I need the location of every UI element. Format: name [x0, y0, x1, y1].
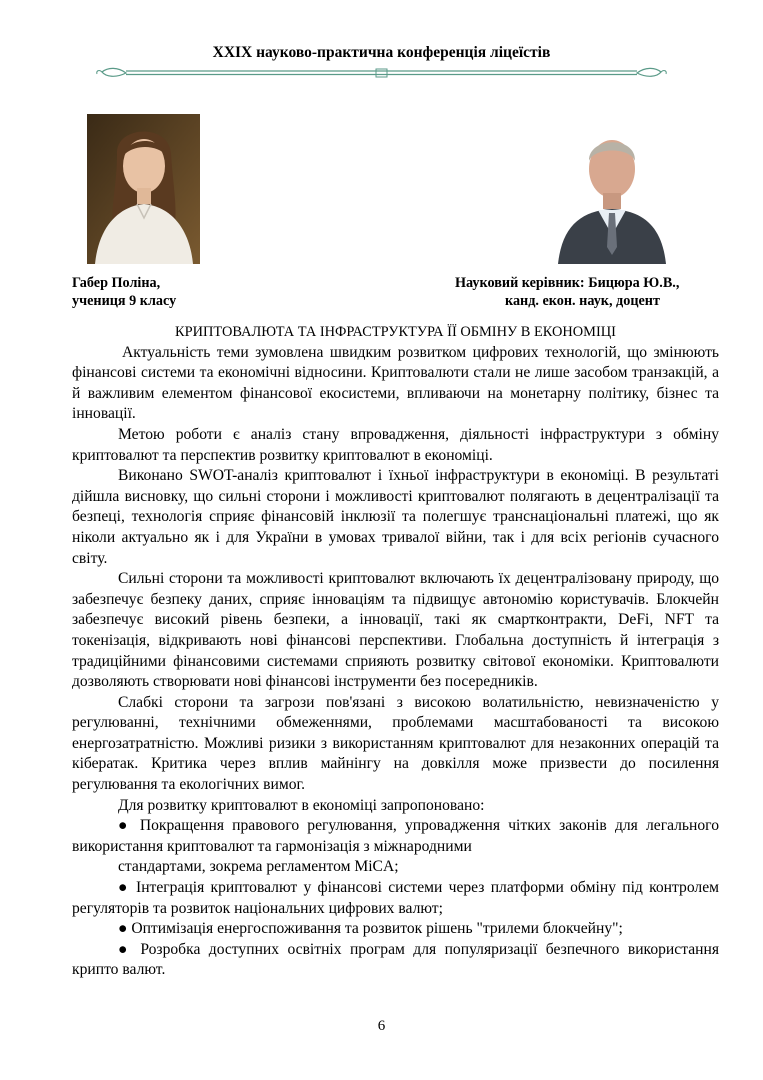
- decorative-divider: [96, 66, 667, 80]
- student-name: Габер Поліна,: [72, 275, 161, 291]
- article-title: КРИПТОВАЛЮТА ТА ІНФРАСТРУКТУРА ЇЇ ОБМІНУ В ЕКОНОМІЦІ: [175, 324, 616, 340]
- article-body: [72, 322, 719, 981]
- scientific-adviser: Науковий керівник: Бицюра Ю.В.,: [455, 275, 680, 291]
- student-photo: [87, 114, 200, 264]
- adviser-photo: [558, 117, 666, 264]
- paragraph-strengths: Сильні сторони та можливості криптовалют включають їх децентралізовану природу, що забезпечує безпеку даних, сприяє інноваціям та підвищує автономію користувачів. Блокчейн забезпечує високий рівень безпеки, а інновації, такі як смартконтракти, DeFi, NFT та токенізація, відкривають нові фінансові перспективи. Глобальна доступність й інтеграція з традиційними фінансовими системами сприяють розвитку світової економіки. Криптовалюти дозволяють створювати нові фінансові інструменти без посередників.: [72, 570, 719, 691]
- proposal-item-legal: ● Покращення правового регулювання, упровадження чітких законів для легального використання криптовалют та гармонізація з міжнародними: [72, 817, 719, 855]
- proposal-item-energy: ● Оптимізація енергоспоживання та розвиток рішень "трилеми блокчейну";: [118, 920, 623, 938]
- paragraph-swot: Виконано SWOT-аналіз криптовалют і їхньої інфраструктури в економіці. В результаті дійшла висновку, що сильні сторони і можливості криптовалют полягають в децентралізації та безпеці, технологія сприяє фінансовій інклюзії та полегшує транснаціональні платежі, що як ніколи актуально як і для України в умовах тривалої війни, так і для всіх регіонів сучасного світу.: [72, 467, 719, 567]
- paragraph-weaknesses: Слабкі сторони та загрози пов'язані з високою волатильністю, невизначеністю у регулюванні, технічними обмеженнями, проблемами масштабованості та високою енергозатратністю. Можливі ризики з використанням криптовалют для незаконних операцій та кібератак. Критика через вплив майнінгу на довкілля може призвести до посилення регулювання та екологічних вимог.: [72, 693, 719, 794]
- proposal-item-education: ● Розробка доступних освітніх програм для популяризації безпечного використання крипто валют.: [72, 940, 719, 979]
- paragraph-goal: Метою роботи є аналіз стану впровадження, діяльності інфраструктури з обміну криптовалют та перспектив розвитку криптовалют в економіці.: [72, 425, 719, 464]
- conference-title: XXIX науково-практична конференція ліцеїстів: [212, 44, 551, 61]
- student-grade: учениця 9 класу: [72, 293, 177, 309]
- paragraph-relevance: Актуальність теми зумовлена швидким розвитком цифрових технологій, що змінюють фінансові системи та економічні відносини. Криптовалюти стали не лише засобом транзакцій, а й важливим елементом фінансової екосистеми, впливаючи на монетарну політику, бізнес та інновації.: [72, 343, 719, 423]
- proposal-item-integration: ● Інтеграція криптовалют у фінансові системи через платформи обміну під контролем регуляторів та розвиток національних цифрових валют;: [72, 879, 719, 917]
- proposals-intro: Для розвитку криптовалют в економіці запропоновано:: [118, 796, 485, 814]
- page-number: 6: [377, 1018, 386, 1034]
- proposal-item-legal-continued: стандартами, зокрема регламентом MiCA;: [118, 858, 399, 876]
- adviser-degree: канд. екон. наук, доцент: [505, 293, 660, 309]
